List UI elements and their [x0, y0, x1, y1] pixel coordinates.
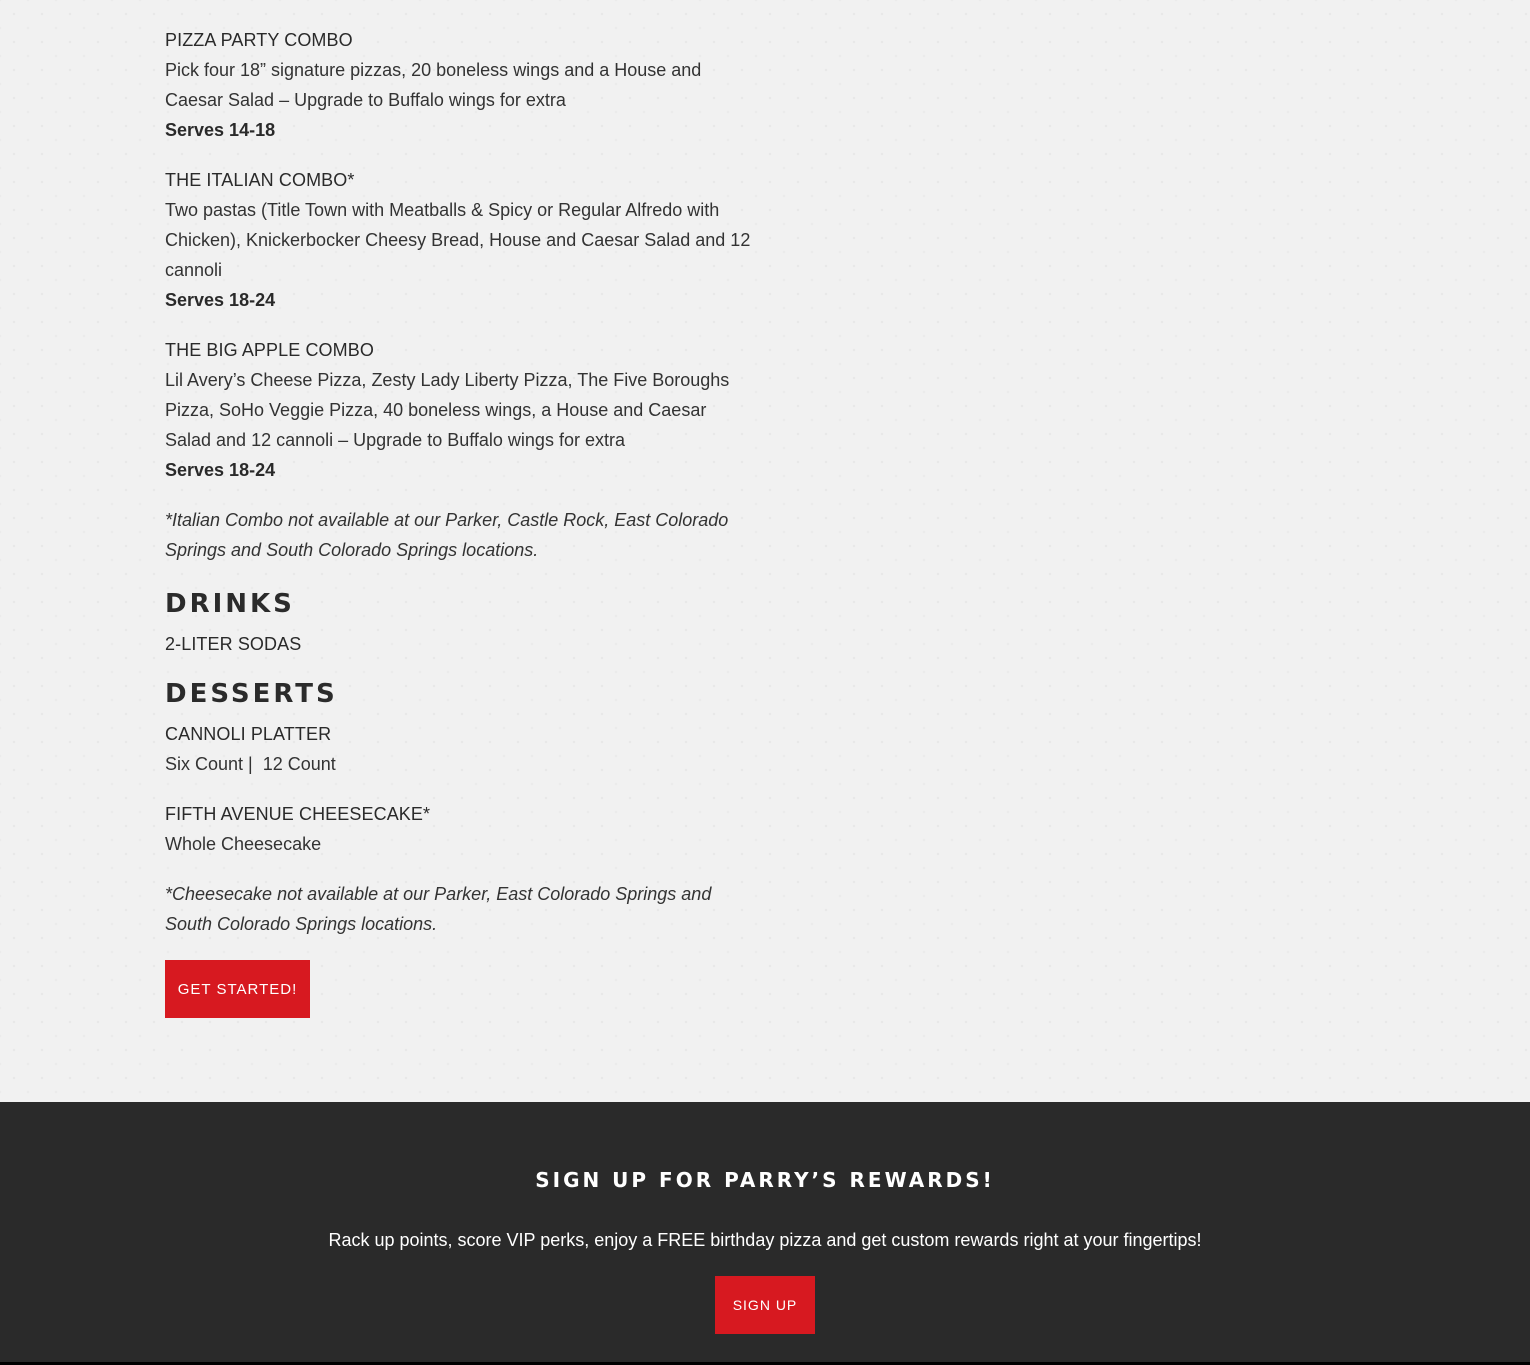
combo-item-big-apple — [165, 335, 755, 485]
rewards-button-wrap — [0, 1276, 1530, 1334]
combo-availability-note: *Italian Combo not available at our Parker, Castle Rock, East Colorado Springs and South Colorado Springs locations. — [165, 510, 729, 560]
rewards-footer — [0, 1102, 1530, 1365]
combo-description: Two pastas (Title Town with Meatballs & Spicy or Regular Alfredo with Chicken), Knickerbocker Cheesy Bread, House and Caesar Salad and 12 cannoli — [165, 200, 751, 280]
sign-up-button[interactable]: SIGN UP — [715, 1276, 815, 1334]
dessert-availability-note: *Cheesecake not available at our Parker, East Colorado Springs and South Colorado Springs locations. — [165, 884, 712, 934]
combo-description: Pick four 18” signature pizzas, 20 boneless wings and a House and Caesar Salad – Upgrade to Buffalo wings for extra — [165, 60, 702, 110]
drink-item — [165, 629, 755, 659]
combo-item-pizza-party — [165, 25, 755, 145]
dessert-item-cannoli — [165, 719, 755, 779]
rewards-heading: SIGN UP FOR PARRY’S REWARDS! — [535, 1168, 995, 1192]
combo-serves: Serves 18-24 — [165, 290, 276, 310]
rewards-description: Rack up points, score VIP perks, enjoy a FREE birthday pizza and get custom rewards right at your fingertips! — [328, 1230, 1202, 1250]
combo-title: THE ITALIAN COMBO* — [165, 170, 355, 190]
combo-serves: Serves 14-18 — [165, 120, 276, 140]
drink-title: 2-LITER SODAS — [165, 634, 302, 654]
combo-description: Lil Avery’s Cheese Pizza, Zesty Lady Liberty Pizza, The Five Boroughs Pizza, SoHo Veggie Pizza, 40 boneless wings, a House and Caesar Salad and 12 cannoli – Upgrade to Buffalo wings for extra — [165, 370, 730, 450]
dessert-title: CANNOLI PLATTER — [165, 724, 332, 744]
combo-item-italian — [165, 165, 755, 315]
dessert-description: Whole Cheesecake — [165, 834, 322, 854]
combo-title: THE BIG APPLE COMBO — [165, 340, 374, 360]
combo-serves: Serves 18-24 — [165, 460, 276, 480]
menu-content — [165, 0, 755, 1018]
drinks-heading: DRINKS — [165, 589, 295, 619]
dessert-description: Six Count | 12 Count — [165, 754, 336, 774]
top-spacer — [165, 0, 755, 25]
combo-title: PIZZA PARTY COMBO — [165, 30, 353, 50]
dessert-title: FIFTH AVENUE CHEESECAKE* — [165, 804, 431, 824]
desserts-heading: DESSERTS — [165, 679, 338, 709]
dessert-item-cheesecake — [165, 799, 755, 859]
get-started-button[interactable]: GET STARTED! — [165, 960, 310, 1018]
